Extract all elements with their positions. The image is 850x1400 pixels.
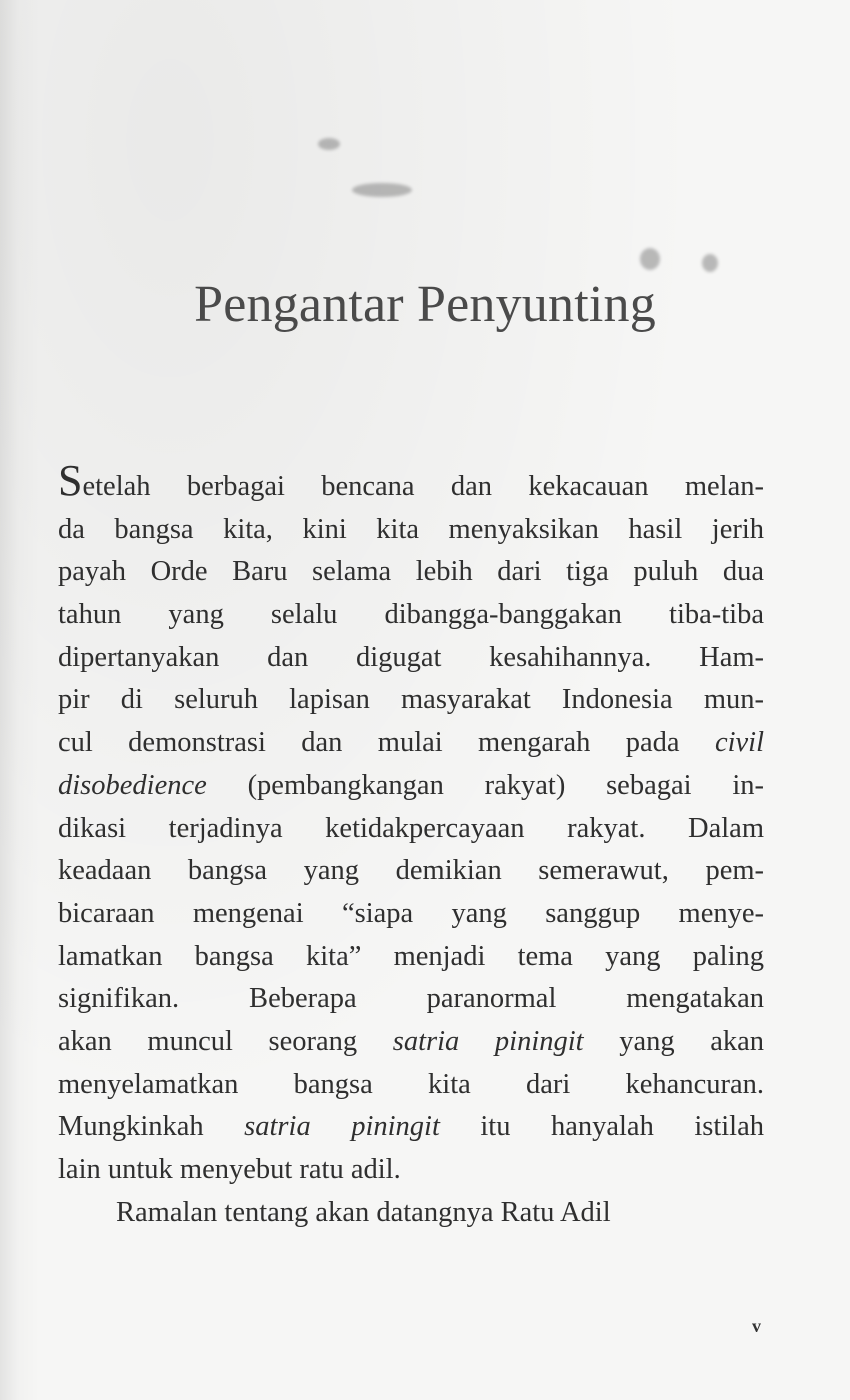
- body-line: Mungkinkah satria piningit itu hanyalah istilah: [58, 1111, 764, 1143]
- first-line-text: etelah berbagai bencana dan kekacauan melan-: [82, 471, 764, 502]
- body-line: signifikan. Beberapa paranormal mengatakan: [58, 983, 764, 1015]
- body-line: keadaan bangsa yang demikian semerawut, pem-: [58, 855, 764, 887]
- body-line: pir di seluruh lapisan masyarakat Indonesia mun-: [58, 684, 764, 716]
- ink-smudge: [318, 138, 340, 150]
- body-line: akan muncul seorang satria piningit yang akan: [58, 1025, 765, 1057]
- body-line: da bangsa kita, kini kita menyaksikan hasil jerih: [58, 513, 764, 545]
- body-line: dikasi terjadinya ketidakpercayaan rakyat. Dalam: [58, 812, 764, 844]
- body-line: disobedience (pembangkangan rakyat) sebagai in-: [58, 769, 764, 801]
- page-number: v: [752, 1316, 761, 1336]
- body-line: lain untuk menyebut ratu adil.: [58, 1154, 401, 1185]
- body-line: bicaraan mengenai “siapa yang sanggup menye-: [58, 897, 764, 929]
- body-line: menyelamatkan bangsa kita dari kehancuran.: [58, 1068, 764, 1100]
- body-line: cul demonstrasi dan mulai mengarah pada civil: [58, 727, 764, 759]
- body-line: tahun yang selalu dibangga-banggakan tiba-tiba: [58, 599, 764, 631]
- paragraph-start-line: Ramalan tentang akan datangnya Ratu Adil: [116, 1196, 611, 1228]
- body-text: [58, 456, 765, 1234]
- body-line: payah Orde Baru selama lebih dari tiga puluh dua: [58, 556, 764, 588]
- ink-smudge: [352, 183, 412, 197]
- body-line: dipertanyakan dan digugat kesahihannya. Ham-: [58, 641, 764, 673]
- ink-smudge: [640, 248, 660, 270]
- chapter-title: Pengantar Penyunting: [194, 276, 656, 333]
- drop-cap: S: [58, 456, 83, 505]
- body-line: lamatkan bangsa kita” menjadi tema yang paling: [58, 940, 764, 972]
- body-line: [58, 456, 764, 509]
